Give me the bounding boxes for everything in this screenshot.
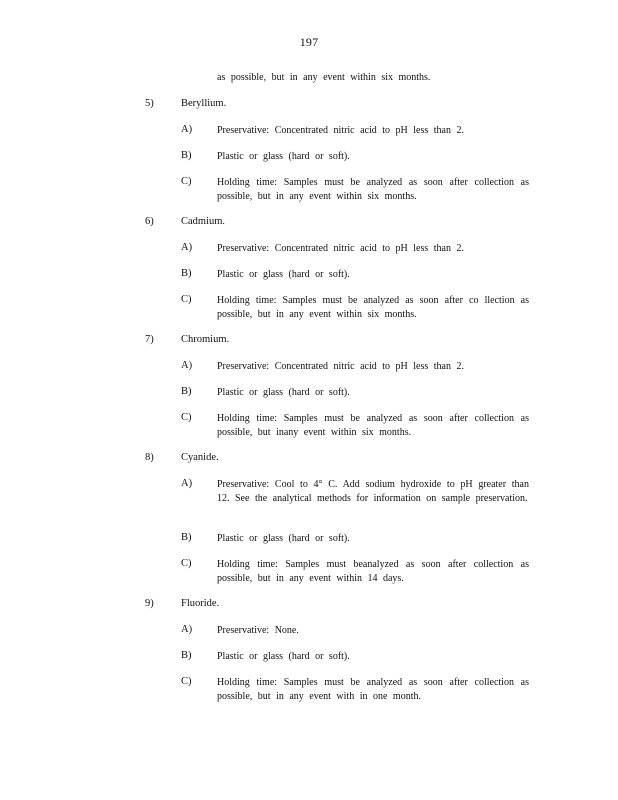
item-letter: A) — [181, 124, 193, 135]
item-text: Preservative: Concentrated nitric acid to pH less than 2. — [217, 125, 464, 136]
section-number: 8) — [145, 452, 154, 463]
item-letter: C) — [181, 176, 192, 187]
item-letter: A) — [181, 478, 193, 489]
section-title: Fluoride. — [181, 598, 220, 609]
item-text: Preservative: None. — [217, 625, 299, 636]
section-number: 9) — [145, 598, 154, 609]
section-title: Beryllium. — [181, 98, 227, 109]
item-letter: C) — [181, 412, 192, 423]
item-text: Plastic or glass (hard or soft). — [217, 651, 350, 662]
item-text: Holding time: Samples must beanalyzed as soon after collection as possible, but in any event within 14 days. — [217, 559, 529, 584]
section-number: 7) — [145, 334, 154, 345]
item-letter: B) — [181, 268, 192, 279]
item-letter: B) — [181, 386, 192, 397]
item-letter: C) — [181, 558, 192, 569]
item-text: Preservative: Cool to 4° C. Add sodium hydroxide to pH greater than 12. See the analytical methods for information on sample preservation. — [217, 479, 529, 504]
item-text: Plastic or glass (hard or soft). — [217, 269, 350, 280]
item-text: Preservative: Concentrated nitric acid to pH less than 2. — [217, 243, 464, 254]
item-text: Preservative: Concentrated nitric acid to pH less than 2. — [217, 361, 464, 372]
item-text: Plastic or glass (hard or soft). — [217, 387, 350, 398]
page-number: 197 — [299, 35, 319, 49]
item-text: Plastic or glass (hard or soft). — [217, 533, 350, 544]
item-letter: A) — [181, 360, 193, 371]
item-text: Holding time: Samples must be analyzed as soon after collection as possible, but inany event within six months. — [217, 413, 529, 438]
continuation-text: as possible, but in any event within six months. — [217, 72, 431, 83]
item-letter: A) — [181, 242, 193, 253]
section-number: 5) — [145, 98, 154, 109]
section-title: Cyanide. — [181, 452, 219, 463]
item-text: Holding time: Samples must be analyzed as soon after collection as possible, but in any event with in one month. — [217, 677, 529, 702]
item-text: Holding time: Samples must be analyzed as soon after co llection as possible, but in any event within six months. — [217, 295, 529, 320]
item-letter: A) — [181, 624, 193, 635]
item-text: Holding time: Samples must be analyzed as soon after collection as possible, but in any event within six months. — [217, 177, 529, 202]
item-letter: C) — [181, 294, 192, 305]
item-letter: B) — [181, 650, 192, 661]
section-title: Cadmium. — [181, 216, 226, 227]
section-title: Chromium. — [181, 334, 230, 345]
item-letter: B) — [181, 532, 192, 543]
item-letter: C) — [181, 676, 192, 687]
section-number: 6) — [145, 216, 154, 227]
item-letter: B) — [181, 150, 192, 161]
item-text: Plastic or glass (hard or soft). — [217, 151, 350, 162]
